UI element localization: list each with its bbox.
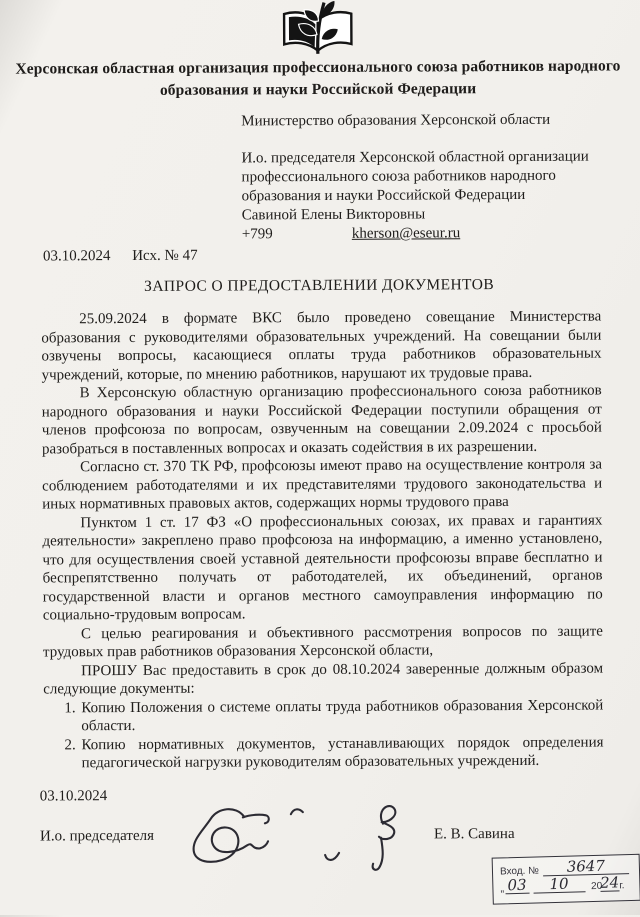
- requested-document-item: 2. Копию нормативных документов, устанавливающих порядок определения педагогической нагрузки руководителям образовательных учреждений.: [79, 733, 603, 773]
- requested-documents-list: [59, 696, 603, 773]
- reference-line: [43, 248, 198, 266]
- stamp-open-quote: „: [500, 882, 505, 895]
- stamp-label: Вход. №: [499, 865, 540, 878]
- letter-body: [41, 308, 603, 773]
- closing-date: 03.10.2024: [39, 788, 108, 805]
- body-paragraph: ПРОШУ Вас предоставить в срок до 08.10.2024 заверенные должным образом следующие документы:: [43, 660, 604, 698]
- body-paragraph: Согласно ст. 370 ТК РФ, профсоюзы имеют право на осуществление контроля за соблюдением работодателями и их представителями трудового законодательства и иных нормативных правовых актов, содержащих нормы трудового права: [42, 456, 603, 513]
- requested-document-item: 1. Копию Положения о системе оплаты труда работников образования Херсонской области.: [79, 696, 603, 736]
- handwritten-signature: [187, 799, 418, 897]
- stamp-day: 03: [505, 879, 529, 895]
- recipient-block: [241, 111, 589, 245]
- recipient-contacts: [242, 224, 589, 245]
- recipient-phone: +799: [241, 226, 273, 243]
- stamp-century: 20: [590, 880, 603, 893]
- body-paragraph: Пунктом 1 ст. 17 ФЗ «О профессиональных союзах, их правах и гарантиях деятельности» закреплено право профсоюза на информацию, а именно установлено, что для осуществления своей уставной деятельности профсоюзы вправе бесплатно и беспрепятственно получать от работодателей, их объединений, органов государственной власти и органов местного самоуправления информацию по социально-трудовым вопросам.: [42, 512, 603, 624]
- org-header: [0, 55, 638, 101]
- document-title: ЗАПРОС О ПРЕДОСТАВЛЕНИИ ДОКУМЕНТОВ: [144, 276, 495, 295]
- signer-name: Е. В. Савина: [433, 825, 515, 843]
- org-header-line1: Херсонская областная организация профессионального союза работников народного: [15, 57, 621, 78]
- union-book-emblem-icon: [276, 1, 360, 62]
- outgoing-number: Исх. № 47: [132, 247, 198, 264]
- signer-position: И.о. председателя: [39, 827, 155, 845]
- recipient-official-line: профессионального союза работников народного: [241, 167, 556, 186]
- recipient-official-line: Савиной Елены Викторовны: [241, 206, 426, 224]
- body-paragraph: С целью реагирования и объективного рассмотрения вопросов по защите трудовых прав работников образования Херсонской области,: [42, 623, 603, 661]
- org-header-line2: образования и науки Российской Федерации: [159, 79, 477, 99]
- body-paragraph: 25.09.2024 в формате ВКС было проведено совещание Министерства образования с руководителями образовательных учреждений. На совещании были озвучены вопросы, касающиеся оплаты труда работников образовательных учреждений, которые, по мнению работников, нарушают их трудовые права.: [41, 308, 602, 383]
- recipient-official-line: И.о. председателя Херсонской областной организации: [241, 148, 589, 167]
- recipient-ministry: Министерство образования Херсонской области: [241, 111, 551, 130]
- letter-date: 03.10.2024: [42, 248, 111, 265]
- stamp-incoming-number: 3647: [543, 859, 629, 876]
- recipient-official-line: образования и науки Российской Федерации: [241, 186, 526, 205]
- stamp-year: 24: [599, 873, 620, 892]
- body-paragraph: В Херсонскую областную организацию профессионального союза работников народного образования и науки Российской Федерации поступили обращения от членов профсоюза по вопросам, озвученным на совещании 2.09.2024 с просьбой разобраться в поставленных вопросах и оказать содействия в их разрешении.: [41, 382, 602, 457]
- incoming-registration-stamp: [492, 854, 640, 905]
- stamp-month: 10: [533, 877, 585, 893]
- recipient-email: kherson@eseur.ru: [351, 225, 461, 242]
- stamp-year-suffix: г.: [619, 880, 625, 892]
